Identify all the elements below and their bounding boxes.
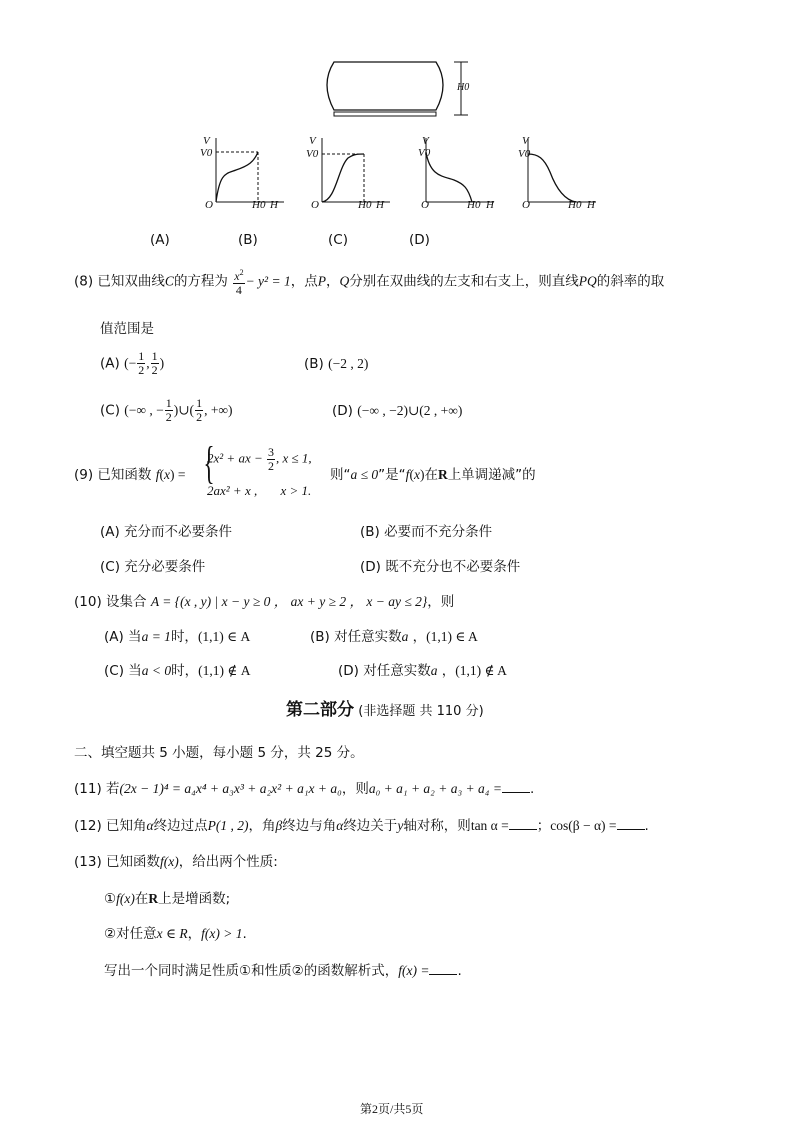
q9-case2	[207, 483, 311, 499]
origin-d: O	[522, 199, 530, 211]
q8-opt-c-label: (C)	[100, 402, 120, 419]
q8-option-a: (A) (− $\frac{1}{2}$ , $\frac{1}{2}$ )	[100, 349, 165, 377]
q10-opt-a-text: (A) 当	[104, 629, 142, 645]
q8-option-d	[332, 403, 462, 419]
q11	[74, 777, 534, 797]
section2-heading: 二、填空题共 5 小题，每小题 5 分，共 25 分。	[74, 745, 364, 761]
q10-number: (10)	[74, 594, 102, 610]
axis-v-a: V	[203, 135, 210, 147]
q11-text: ，则	[341, 781, 369, 797]
q8-text: 分别在双曲线的左支和右支上，则直线	[349, 273, 579, 290]
q13-text: ，给出两个性质:	[178, 854, 278, 870]
q12-point: P(1 , 2)	[207, 818, 249, 833]
q10-text: 设集合	[106, 594, 147, 610]
q10-option-c	[104, 659, 251, 679]
q11-text: 若	[106, 781, 120, 797]
graph-label-d: (D)	[409, 232, 430, 248]
q10-set: A = {(x , y) | x − y ≥ 0 ， ax + y ≥ 2 ， x − ay ≤ 2}	[150, 594, 428, 609]
q8-opt-a-label: (A)	[100, 355, 120, 372]
q13-prompt	[104, 959, 462, 979]
q9-case2-cond: x > 1.	[280, 483, 312, 498]
q13-p2-cond: f(x) > 1	[201, 926, 243, 941]
q9-text: ”是“	[378, 467, 406, 483]
q12-text: 轴对称，则	[403, 818, 471, 834]
q8-number: (8)	[74, 273, 94, 290]
q8-option-c: (C) (−∞ , − $\frac{1}{2}$ )∪( $\frac{1}{2}$ , +∞)	[100, 396, 233, 424]
q10-option-b: (B) 对任意实数a ，(1,1) ∈ A	[310, 629, 478, 645]
q13-p2-text: ②对任意	[104, 926, 157, 942]
q13-prompt-end: .	[457, 963, 462, 979]
q8-opt-d-value: (−∞ , −2)∪(2 , +∞)	[357, 403, 463, 418]
axis-v-d: V	[522, 135, 529, 147]
q12-blank-2[interactable]	[617, 819, 645, 830]
q9-number: (9)	[74, 467, 94, 483]
q13-p1-mark: ①	[104, 891, 117, 907]
q11-end: .	[529, 781, 535, 797]
q13-stem	[74, 850, 278, 870]
q13-p1-text: 在	[134, 891, 149, 907]
q13-p2-sep: ，	[187, 926, 202, 942]
q9-text: 上单调递减”的	[447, 467, 536, 483]
q8-line1: (8) 已知双曲线C的方程为 $\frac{x^2}{4}$ − y² = 1，点P，Q分别在双曲线的左支和右支上，则直线PQ的斜率的取	[74, 268, 665, 297]
part2-subtitle: (非选择题 共 110 分)	[358, 704, 484, 719]
q10-opt-b-text: (B) 对任意实数	[310, 629, 402, 645]
q8-opt-b-value: (−2 , 2)	[328, 356, 369, 371]
axis-h0-b: H0	[358, 199, 372, 211]
q12-text: 终边过点	[153, 818, 208, 834]
q10-option-d: (D) 对任意实数a ，(1,1) ∉ A	[338, 663, 507, 679]
q8-text: 的方程为	[173, 273, 228, 290]
q9-case1: 2x² + ax − $\frac{3}{2}$ , x ≤ 1,	[207, 445, 312, 473]
axis-v0-b: V0	[306, 148, 319, 160]
graph-label-c: (C)	[328, 232, 348, 248]
q12-text: 终边关于	[343, 818, 398, 834]
axis-v0-a: V0	[200, 147, 213, 159]
axis-v0-d: V0	[518, 148, 531, 160]
q10-opt-b-result: (1,1) ∈ A	[426, 629, 478, 644]
axis-h-b: H	[376, 199, 384, 211]
q9-text: 已知函数	[97, 467, 152, 483]
q9-case2-expr: 2ax² + x ,	[207, 483, 258, 498]
q9-text: 则“	[330, 467, 351, 483]
q13-fx: f(x)	[116, 891, 135, 906]
q11-eq: (2x − 1)⁴ = a₄x⁴ + a₃x³ + a₂x² + a₁x + a₀	[119, 781, 342, 796]
q10-text: ，则	[427, 594, 455, 610]
q10-opt-a-math: a = 1	[141, 629, 171, 644]
q13-property-2	[104, 922, 247, 942]
q10-opt-c-math: a < 0	[141, 663, 172, 678]
axis-v-b: V	[309, 135, 316, 147]
axis-h-c: H	[486, 199, 494, 211]
q10-a-var: a	[430, 663, 438, 678]
vessel-height-label: H0	[457, 82, 470, 93]
origin-c: O	[421, 199, 429, 211]
q12-cos: cos(β − α) =	[550, 818, 617, 833]
q13-blank[interactable]	[429, 964, 457, 975]
q9-cond: a ≤ 0	[350, 467, 379, 482]
q10-opt-a-text2: 时，	[170, 629, 198, 645]
q8-opt-d-label: (D)	[332, 403, 353, 419]
axis-v0-c: V0	[418, 147, 431, 159]
q8-text: 已知双曲线	[97, 273, 165, 290]
origin-b: O	[311, 199, 319, 211]
axis-h0-d: H0	[568, 199, 582, 211]
q9-option-a: (A) 充分而不必要条件	[100, 524, 233, 540]
q11-eq2: a₀ + a₁ + a₂ + a₃ + a₄ =	[368, 781, 502, 796]
graph-label-b: (B)	[238, 232, 258, 248]
q12-blank-1[interactable]	[509, 819, 537, 830]
q13-prompt-text: 写出一个同时满足性质①和性质②的函数解析式，	[104, 963, 399, 979]
axis-h-d: H	[587, 199, 595, 211]
q12-tan: tan α =	[470, 818, 509, 833]
axis-h0-c: H0	[467, 199, 481, 211]
graph-label-a: (A)	[150, 232, 170, 248]
q13-fx: f(x)	[160, 854, 179, 869]
q9-brace: {	[203, 437, 215, 488]
q10-opt-d-text: (D) 对任意实数	[338, 663, 431, 679]
q13-p2-end: .	[242, 926, 247, 942]
axis-v-c: V	[422, 135, 429, 147]
q12-number: (12)	[74, 818, 102, 834]
q8-opt-b-label: (B)	[304, 356, 324, 372]
q9-option-b: (B) 必要而不充分条件	[360, 524, 493, 540]
q13-prompt-math: f(x) =	[398, 963, 430, 978]
q12: (12) 已知角α终边过点P(1 , 2)，角β终边与角α终边关于y轴对称，则tan α = ；cos(β − α) = .	[74, 818, 649, 834]
axis-h0-a: H0	[252, 199, 266, 211]
q9-case1-expr: 2x² + ax −	[207, 450, 266, 466]
q10-stem	[74, 590, 454, 610]
q13-p2-math: x ∈ R	[156, 926, 188, 941]
q10-opt-d-result: (1,1) ∉ A	[455, 663, 507, 678]
q8-text: ，点	[290, 273, 318, 290]
q13-property-1: ①f(x)在R上是增函数;	[104, 891, 231, 907]
q10-opt-c-text2: 时，	[171, 663, 199, 679]
q8-text: 的斜率的取	[596, 273, 665, 290]
q11-number: (11)	[74, 781, 102, 797]
part2-heading	[286, 695, 484, 720]
q13-p1-text2: 上是增函数;	[158, 891, 231, 907]
part2-title: 第二部分	[286, 700, 354, 720]
q11-blank[interactable]	[502, 782, 530, 793]
q10-option-a	[104, 625, 250, 645]
vessel-figure	[320, 58, 480, 122]
q9-suffix: 则“a ≤ 0”是“f(x)在R上单调递减”的	[330, 467, 536, 483]
q8-line2: 值范围是	[100, 321, 154, 337]
q12-semi: ；	[536, 818, 551, 834]
q9-option-d: (D) 既不充分也不必要条件	[360, 559, 521, 575]
q12-end: .	[644, 818, 649, 834]
q10-opt-c-text: (C) 当	[104, 663, 142, 679]
axis-h-a: H	[270, 199, 278, 211]
q9-option-c: (C) 充分必要条件	[100, 559, 206, 575]
q13-number: (13)	[74, 854, 102, 870]
q13-text: 已知函数	[106, 854, 161, 870]
page-footer: 第2页/共5页	[360, 1102, 424, 1116]
q10-opt-c-result: (1,1) ∉ A	[198, 663, 251, 678]
q12-text: 终边与角	[282, 818, 337, 834]
q9-prefix: (9) 已知函数 f(x) =	[74, 467, 186, 483]
origin-a: O	[205, 199, 213, 211]
q12-text: ，角	[248, 818, 276, 834]
q9-case1-cond: , x ≤ 1,	[275, 450, 312, 466]
q8-option-b	[304, 356, 368, 372]
q12-text: 已知角	[106, 818, 147, 834]
q10-a-var: a	[401, 629, 409, 644]
q9-text: 在	[424, 467, 438, 483]
q10-opt-a-result: (1,1) ∈ A	[197, 629, 251, 644]
q8-equation: − y² = 1	[245, 273, 291, 289]
